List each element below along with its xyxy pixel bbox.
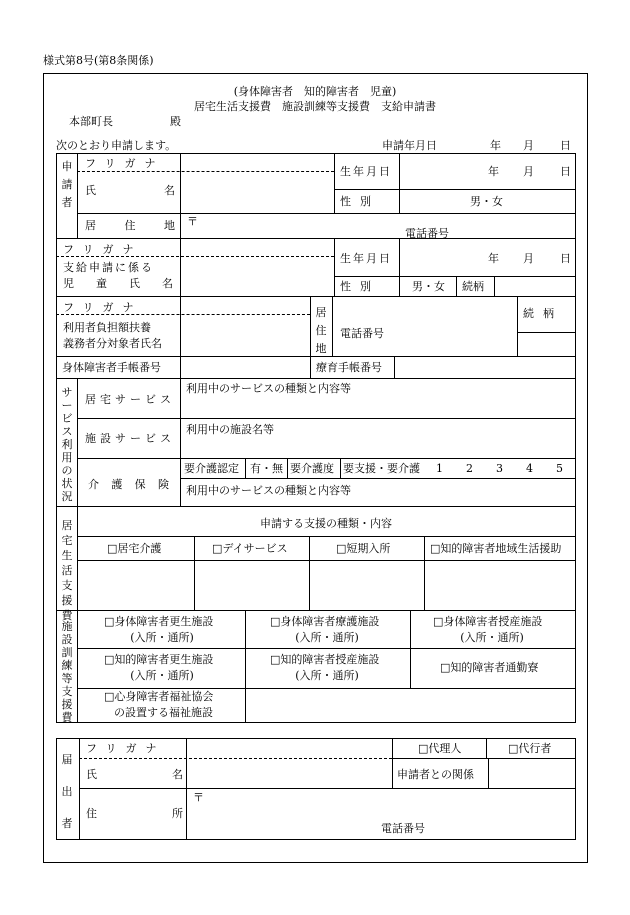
home-support-header: 申請する支援の種類・内容 [260,517,392,530]
facility-row1-col2-name: □身体障害者療護施設 [270,615,380,628]
home-support-option-day-service: □デイサービス [212,542,288,555]
applicant-gender-options: 男・女 [470,195,503,208]
care-level-label: 要介護度 [290,462,334,475]
facility-row3-sub: の設置する福祉施設 [114,706,213,719]
burden-address-label: 居住地 [315,306,327,355]
care-level-options: 要支援・要介護 [343,462,420,475]
notifier-phone-label: 電話番号 [381,822,425,835]
care-detail-label: 利用中のサービスの種類と内容等 [186,484,351,497]
home-support-option-community-living: □知的障害者地域生活援助 [430,542,562,555]
child-birth-day: 日 [560,252,571,265]
care-cert-label: 要介護認定 [184,462,239,475]
notifier-proxy-option: □代行者 [508,742,552,755]
facility-row1-col3-name: □身体障害者授産施設 [433,615,543,628]
application-date-month: 月 [523,139,534,152]
facility-service-detail-label: 利用中の施設名等 [186,423,274,436]
facility-service-label: 施設サービス [85,432,175,445]
care-level-4: 4 [526,462,533,475]
notifier-agent-option: □代理人 [418,742,462,755]
facility-row2-col3-name: □知的障害者通勤寮 [440,661,539,674]
applicant-furigana-label: フリガナ [85,157,165,170]
applicant-birth-year: 年 [488,165,499,178]
burden-name-label-1: 利用者負担額扶養 [63,321,151,334]
facility-row2-col2-name: □知的障害者授産施設 [270,653,380,666]
child-birth-year: 年 [488,252,499,265]
intro-text: 次のとおり申請します。 [56,139,177,152]
applicant-birth-month: 月 [523,165,534,178]
rehab-handbook-label: 療育手帳番号 [316,361,382,374]
applicant-gender-label: 性別 [340,195,380,208]
notifier-section-label: 届出者 [61,753,73,830]
home-support-option-home-care: □居宅介護 [107,542,162,555]
child-gender-options: 男・女 [412,280,445,293]
applicant-birthdate-label: 生年月日 [340,165,392,178]
application-date-year: 年 [490,139,501,152]
care-level-2: 2 [466,462,473,475]
child-gender-label: 性別 [340,280,380,293]
care-level-5: 5 [556,462,563,475]
application-date-day: 日 [560,139,571,152]
burden-name-label-2: 義務者分対象者氏名 [63,337,162,350]
notifier-furigana-label: フリガナ [86,742,166,755]
usage-section-label: サービス利用の状況 [61,386,73,503]
applicant-section-label: 申請者 [61,160,73,209]
care-level-1: 1 [436,462,443,475]
facility-row1-col2-sub: (入所・通所) [295,631,359,644]
child-name-label-2: 児 童 氏 名 [63,277,173,290]
facility-row1-col1-name: □身体障害者更生施設 [104,615,214,628]
title-line-2: 居宅生活支援費 施設訓練等支援費 支給申請書 [194,100,436,113]
child-birthdate-label: 生年月日 [340,252,392,265]
applicant-name-label: 氏 名 [85,184,175,197]
applicant-birth-day: 日 [560,165,571,178]
facility-row2-col2-sub: (入所・通所) [295,669,359,682]
applicant-phone-label: 電話番号 [405,227,449,240]
applicant-address-label: 居 住 地 [85,219,175,232]
notifier-address-label-end: 所 [172,807,183,820]
notifier-name-label-end: 名 [172,768,183,781]
addressee-honorific: 殿 [170,115,181,128]
applicant-postal-mark: 〒 [187,215,198,228]
home-service-label: 居宅サービス [85,393,175,406]
addressee-name: 本部町長 [69,115,113,128]
facility-row1-col3-sub: (入所・通所) [460,631,524,644]
form-number: 様式第8号(第8条関係) [43,54,154,67]
child-birth-month: 月 [523,252,534,265]
child-name-label-1: 支給申請に係る [63,261,154,274]
facility-row2-col1-name: □知的障害者更生施設 [104,653,214,666]
home-support-section-label: 居宅生活支援費 [61,519,73,622]
notifier-address-label: 住 [86,807,97,820]
home-support-option-short-stay: □短期入所 [336,542,391,555]
facility-row2-col1-sub: (入所・通所) [130,669,194,682]
title-line-1: (身体障害者 知的障害者 児童) [233,85,397,98]
care-cert-value: 有・無 [250,462,283,475]
physical-handbook-label: 身体障害者手帳番号 [62,361,161,374]
care-level-3: 3 [496,462,503,475]
application-date-label: 申請年月日 [382,139,437,152]
child-furigana-label: フリガナ [63,243,143,256]
facility-row1-col1-sub: (入所・通所) [130,631,194,644]
notifier-name-label: 氏 [86,768,97,781]
notifier-relation-label: 申請者との関係 [397,768,474,781]
burden-relation-label: 続柄 [523,307,563,320]
facility-support-section-label: 施設訓練等支援費 [61,620,73,724]
burden-phone-label: 電話番号 [340,327,384,340]
notifier-postal-mark: 〒 [193,791,204,804]
child-relation-label: 続柄 [462,280,484,293]
burden-furigana-label: フリガナ [63,301,143,314]
facility-row3-name: □心身障害者福祉協会 [104,690,214,703]
home-service-detail-label: 利用中のサービスの種類と内容等 [186,382,351,395]
care-insurance-label: 介 護 保 険 [88,478,178,491]
